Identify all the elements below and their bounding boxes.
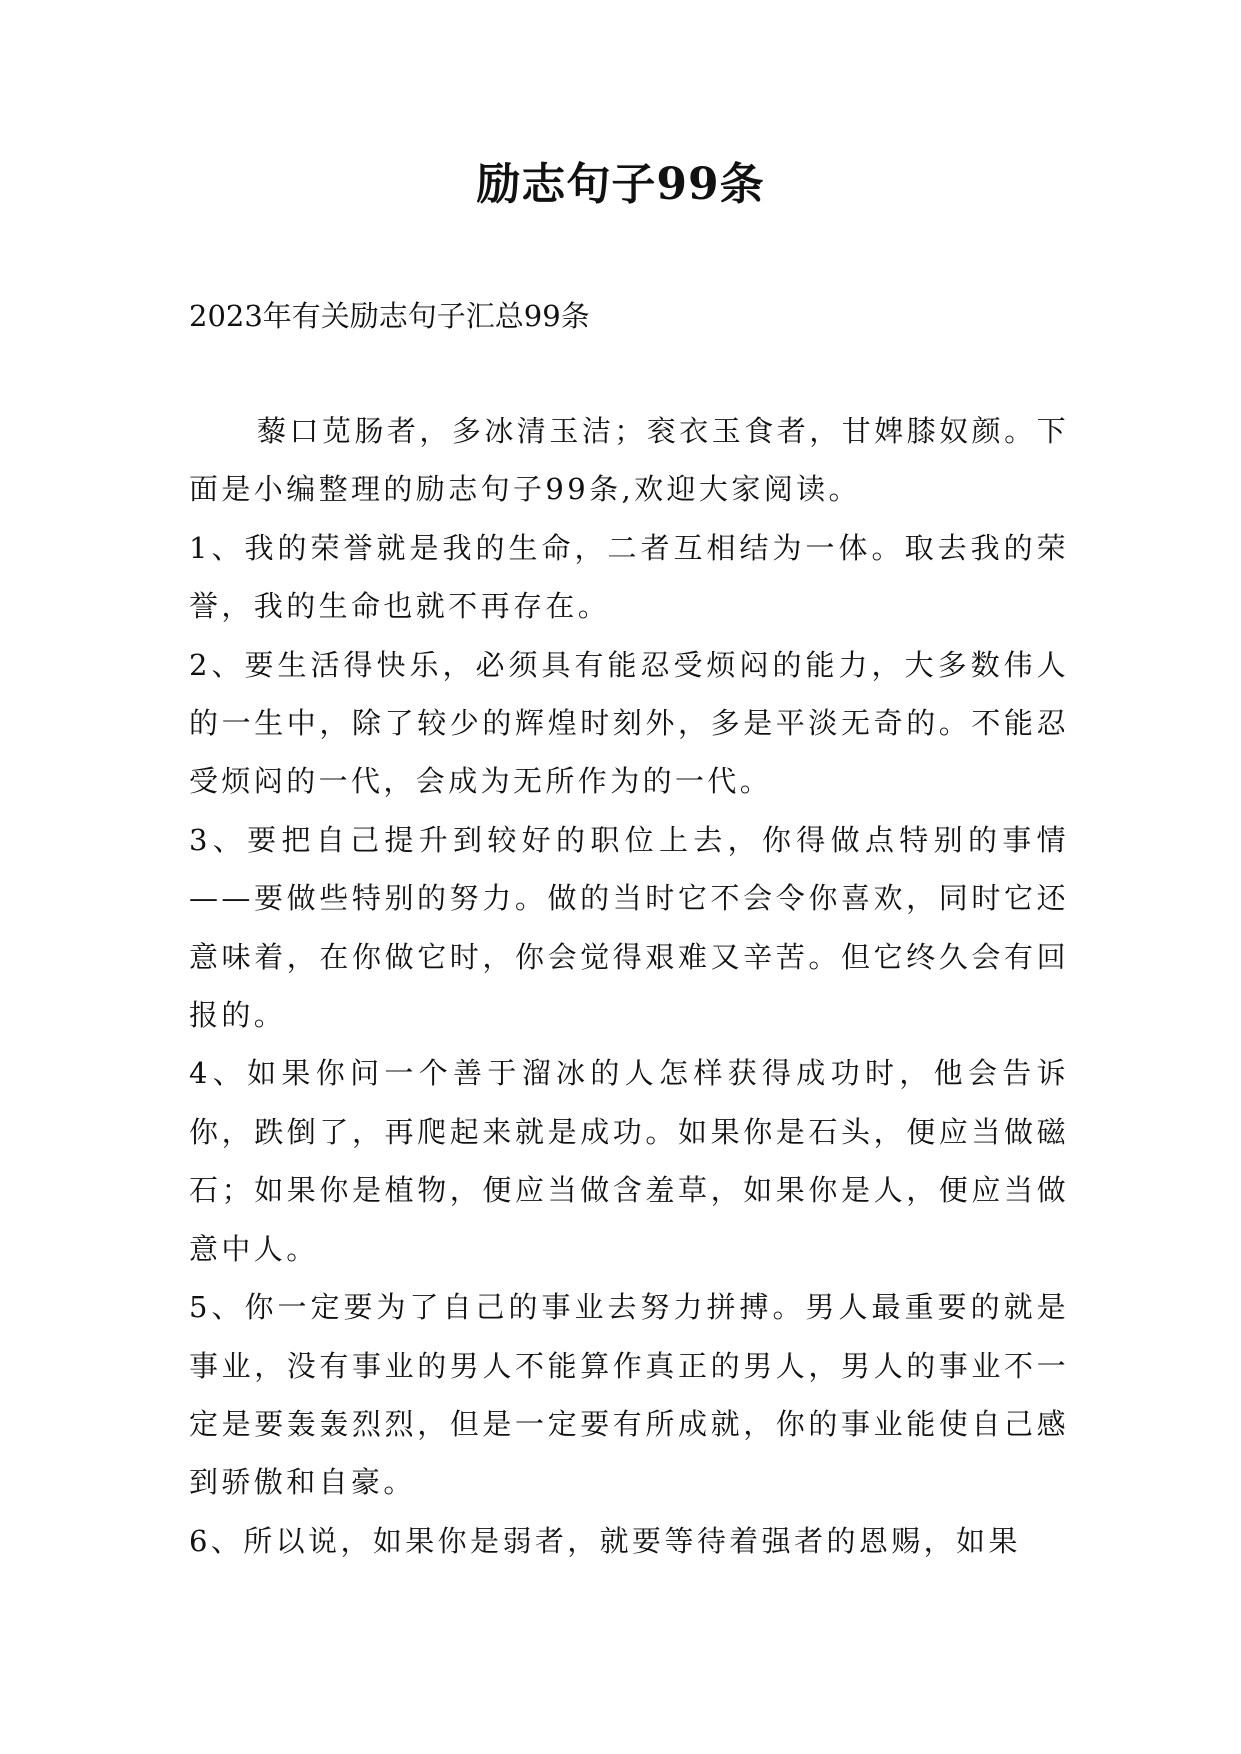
list-item: 2、要生活得快乐，必须具有能忍受烦闷的能力，大多数伟人的一生中，除了较少的辉煌时刻外，多是平淡无奇的。不能忍受烦闷的一代，会成为无所作为的一代。 <box>189 647 1069 799</box>
document-subtitle: 2023年有关励志句子汇总99条 <box>189 299 590 333</box>
document-title: 励志句子99条 <box>476 159 765 210</box>
list-item: 1、我的荣誉就是我的生命，二者互相结为一体。取去我的荣誉，我的生命也就不再存在。 <box>189 530 1069 624</box>
list-item: 6、所以说，如果你是弱者，就要等待着强者的恩赐，如果 <box>189 1523 1021 1558</box>
list-item: 4、如果你问一个善于溜冰的人怎样获得成功时，他会告诉你，跌倒了，再爬起来就是成功。如果你是石头，便应当做磁石；如果你是植物，便应当做含羞草，如果你是人，便应当做意中人。 <box>189 1056 1069 1266</box>
intro-paragraph: 藜口苋肠者，多冰清玉洁；衮衣玉食者，甘婢膝奴颜。下面是小编整理的励志句子99条,欢迎大家阅读。 <box>189 414 1069 507</box>
list-item: 3、要把自己提升到较好的职位上去，你得做点特别的事情——要做些特别的努力。做的当时它不会令你喜欢，同时它还意味着，在你做它时，你会觉得艰难又辛苦。但它终久会有回报的。 <box>189 822 1069 1033</box>
list-item: 5、你一定要为了自己的事业去努力拼搏。男人最重要的就是事业，没有事业的男人不能算作真正的男人，男人的事业不一定是要轰轰烈烈，但是一定要有所成就，你的事业能使自己感到骄傲和自豪。 <box>189 1290 1069 1500</box>
document-body <box>189 402 1069 1570</box>
